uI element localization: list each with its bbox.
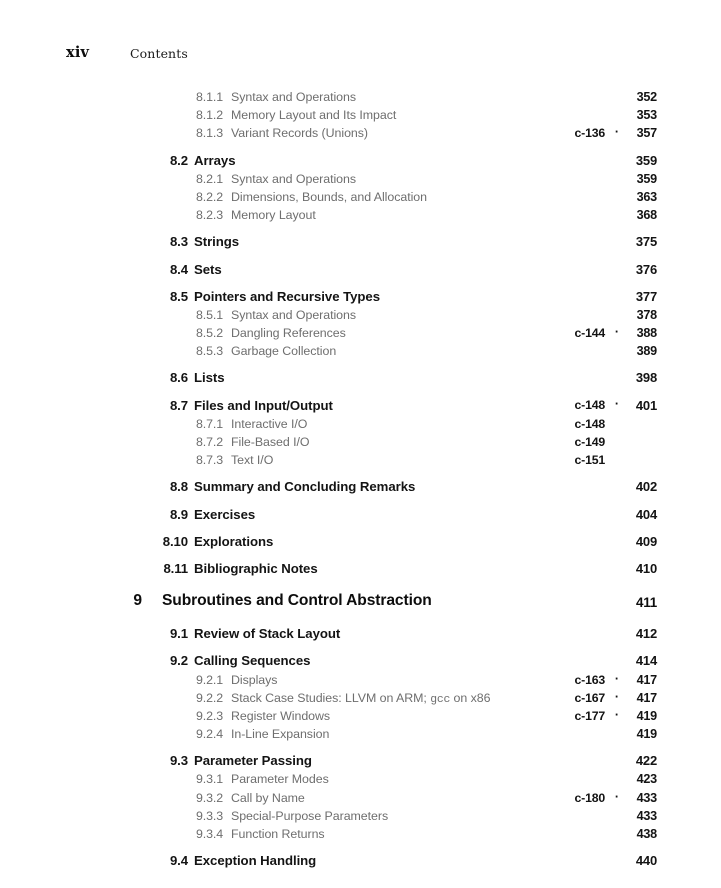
entry-number: 9.3.4 — [195, 827, 223, 841]
entry-title: Review of Stack Layout — [194, 626, 341, 642]
entry-number: 8.2.3 — [195, 208, 223, 223]
entry-title: Syntax and Operations — [231, 307, 356, 322]
entry-page-number[interactable]: 422 — [635, 753, 657, 769]
companion-reference[interactable]: c-151 — [574, 453, 605, 468]
reference-separator-dot: · — [614, 689, 620, 704]
toc-entry-row[interactable] — [0, 433, 721, 451]
toc-entry-row[interactable] — [0, 88, 721, 106]
toc-entry-row[interactable] — [0, 342, 721, 360]
entry-page-number[interactable]: 359 — [635, 152, 657, 168]
companion-reference[interactable]: c-136 — [574, 126, 605, 141]
entry-number: 9 — [133, 592, 142, 610]
toc-entry-row[interactable] — [0, 397, 721, 415]
toc-entry-row[interactable] — [0, 369, 721, 387]
entry-number: 9.2 — [169, 653, 188, 669]
entry-page-number[interactable]: 409 — [635, 533, 657, 549]
reference-separator-dot: · — [614, 671, 620, 686]
toc-entry-row[interactable] — [0, 825, 721, 843]
entry-title: Lists — [194, 370, 225, 386]
companion-reference[interactable]: c-177 — [574, 708, 605, 723]
entry-title: Interactive I/O — [231, 416, 308, 431]
entry-title: Dimensions, Bounds, and Allocation — [231, 189, 427, 204]
reference-separator-dot: · — [614, 325, 620, 340]
entry-number: 8.7 — [169, 397, 188, 413]
toc-entry-row[interactable] — [0, 288, 721, 306]
companion-reference[interactable]: c-180 — [574, 790, 605, 805]
entry-page-number[interactable]: 359 — [636, 171, 657, 186]
title-text: Stack Case Studies: LLVM on ARM; — [231, 690, 431, 705]
entry-title: Syntax and Operations — [231, 90, 356, 104]
toc-entry-row[interactable] — [0, 106, 721, 124]
entry-page-number[interactable]: 411 — [635, 595, 657, 611]
toc-entry-row[interactable] — [0, 478, 721, 496]
entry-number: 8.10 — [162, 533, 188, 549]
entry-title: Parameter Modes — [231, 772, 329, 787]
entry-page-number[interactable]: 376 — [635, 261, 657, 277]
entry-number: 8.7.2 — [195, 435, 223, 449]
entry-page-number[interactable]: 438 — [636, 827, 657, 841]
toc-entry-row[interactable] — [0, 188, 721, 206]
toc-entry-row[interactable] — [0, 324, 721, 342]
entry-number: 9.2.3 — [195, 708, 223, 723]
entry-title: Subroutines and Control Abstraction — [162, 592, 432, 610]
entry-page-number[interactable]: 404 — [635, 506, 657, 522]
companion-reference[interactable]: c-149 — [574, 435, 605, 449]
entry-number: 8.2.1 — [195, 171, 223, 186]
entry-title: Bibliographic Notes — [194, 560, 318, 576]
entry-title: Exercises — [194, 506, 256, 522]
entry-number: 8.1.1 — [195, 90, 223, 104]
entry-number: 8.11 — [163, 560, 188, 576]
toc-entry-row[interactable] — [0, 124, 721, 142]
entry-title: Displays — [231, 672, 278, 687]
entry-number: 8.2.2 — [195, 189, 223, 204]
running-head-title: Contents — [130, 46, 188, 61]
entry-page-number[interactable]: 363 — [636, 189, 657, 204]
toc-entry-row[interactable] — [0, 625, 721, 643]
running-head — [0, 44, 721, 64]
entry-number: 8.5.2 — [195, 326, 223, 341]
toc-chapter-row[interactable] — [0, 592, 721, 616]
toc-entry-row[interactable] — [0, 789, 721, 807]
toc-entry-row[interactable] — [0, 689, 721, 707]
entry-title: Memory Layout and Its Impact — [231, 108, 397, 123]
reference-separator-dot: · — [614, 707, 620, 722]
inline-code: gcc — [430, 693, 451, 706]
entry-number: 9.3.2 — [195, 790, 223, 805]
entry-page-number[interactable]: 410 — [635, 560, 657, 576]
entry-title: Special-Purpose Parameters — [231, 808, 389, 823]
entry-page-number[interactable]: 377 — [635, 288, 657, 304]
entry-title: In-Line Expansion — [231, 727, 330, 742]
entry-title: Register Windows — [231, 708, 331, 723]
entry-page-number[interactable]: 352 — [636, 90, 657, 104]
entry-number: 8.4 — [169, 261, 188, 277]
entry-title: Arrays — [194, 152, 236, 168]
entry-title: Text I/O — [231, 453, 274, 468]
toc-entry-row[interactable] — [0, 415, 721, 433]
entry-page-number[interactable]: 389 — [636, 344, 657, 359]
entry-number: 8.7.3 — [195, 453, 223, 468]
toc-entry-row[interactable] — [0, 506, 721, 524]
entry-title: Garbage Collection — [231, 344, 337, 359]
entry-page-number[interactable]: 419 — [636, 727, 657, 742]
entry-page-number[interactable]: 402 — [635, 479, 657, 495]
entry-number: 8.9 — [169, 506, 188, 522]
entry-number: 8.5.1 — [195, 307, 223, 322]
entry-title: Summary and Concluding Remarks — [194, 479, 416, 495]
companion-reference[interactable]: c-148 — [574, 416, 605, 431]
entry-number: 8.6 — [169, 370, 188, 386]
entry-title: Syntax and Operations — [231, 171, 356, 186]
entry-title: Explorations — [194, 533, 274, 549]
companion-reference[interactable]: c-148 — [574, 397, 605, 412]
toc-entry-row[interactable] — [0, 533, 721, 551]
companion-reference[interactable]: c-163 — [574, 672, 605, 687]
toc-entry-row[interactable] — [0, 852, 721, 870]
toc-entry-row[interactable] — [0, 725, 721, 743]
entry-page-number[interactable]: 357 — [636, 126, 657, 141]
entry-page-number[interactable]: 417 — [636, 672, 657, 687]
entry-number: 9.4 — [169, 853, 188, 869]
entry-title: Files and Input/Output — [194, 397, 333, 413]
entry-number: 8.1.2 — [195, 108, 223, 123]
entry-title: Call by Name — [231, 790, 305, 805]
toc-entry-row[interactable] — [0, 807, 721, 825]
companion-reference[interactable]: c-167 — [574, 690, 605, 705]
toc-entry-row[interactable] — [0, 451, 721, 469]
entry-number: 8.1.3 — [195, 126, 223, 141]
entry-page-number[interactable]: 375 — [635, 234, 657, 250]
entry-number: 8.5.3 — [195, 344, 223, 359]
toc-entry-row[interactable] — [0, 707, 721, 725]
toc-entry-row[interactable] — [0, 671, 721, 689]
entry-title — [231, 691, 490, 706]
companion-reference[interactable]: c-144 — [574, 326, 605, 341]
entry-number: 8.7.1 — [195, 416, 223, 431]
entry-title: Sets — [194, 261, 222, 277]
toc-entry-row[interactable] — [0, 560, 721, 578]
page-folio: xiv — [66, 44, 90, 61]
entry-title: Dangling References — [231, 326, 346, 341]
entry-number: 9.2.2 — [195, 690, 223, 705]
entry-number: 9.3.1 — [195, 772, 223, 787]
entry-number: 8.2 — [169, 152, 188, 168]
entry-title: Exception Handling — [194, 853, 317, 869]
entry-page-number[interactable]: 401 — [635, 397, 657, 413]
entry-number: 8.3 — [169, 234, 188, 250]
entry-page-number[interactable]: 423 — [636, 772, 657, 787]
entry-page-number[interactable]: 398 — [635, 370, 657, 386]
entry-title: Pointers and Recursive Types — [194, 288, 380, 304]
entry-title: Function Returns — [231, 827, 325, 841]
toc-entry-row[interactable] — [0, 233, 721, 251]
toc-entry-row[interactable] — [0, 652, 721, 670]
entry-title: Calling Sequences — [194, 653, 311, 669]
entry-title: File-Based I/O — [231, 435, 310, 449]
toc-entry-row[interactable] — [0, 206, 721, 224]
toc-entry-row[interactable] — [0, 770, 721, 788]
toc-entry-row[interactable] — [0, 306, 721, 324]
toc-entry-row[interactable] — [0, 170, 721, 188]
entry-page-number[interactable]: 440 — [635, 853, 657, 869]
entry-number: 9.2.4 — [195, 727, 223, 742]
entry-title: Strings — [194, 234, 240, 250]
table-of-contents — [0, 88, 721, 870]
entry-page-number[interactable]: 433 — [636, 790, 657, 805]
entry-page-number[interactable]: 378 — [636, 307, 657, 322]
entry-page-number[interactable]: 353 — [636, 108, 657, 123]
entry-title: Parameter Passing — [194, 753, 312, 769]
entry-page-number[interactable]: 388 — [636, 326, 657, 341]
title-text: on x86 — [450, 690, 491, 705]
entry-page-number[interactable]: 412 — [635, 626, 657, 642]
toc-entry-row[interactable] — [0, 152, 721, 170]
toc-entry-row[interactable] — [0, 752, 721, 770]
toc-entry-row[interactable] — [0, 261, 721, 279]
entry-number: 9.3 — [169, 753, 188, 769]
reference-separator-dot: · — [614, 789, 620, 804]
entry-title: Variant Records (Unions) — [231, 126, 368, 141]
entry-title: Memory Layout — [231, 208, 316, 223]
reference-separator-dot: · — [614, 125, 620, 140]
entry-page-number[interactable]: 417 — [636, 690, 657, 705]
entry-number: 8.8 — [169, 479, 188, 495]
entry-page-number[interactable]: 419 — [636, 708, 657, 723]
reference-separator-dot: · — [614, 396, 620, 411]
entry-number: 9.3.3 — [195, 808, 223, 823]
entry-page-number[interactable]: 368 — [636, 208, 657, 223]
entry-number: 8.5 — [169, 288, 188, 304]
entry-number: 9.2.1 — [195, 672, 223, 687]
entry-number: 9.1 — [169, 626, 188, 642]
entry-page-number[interactable]: 414 — [635, 653, 657, 669]
entry-page-number[interactable]: 433 — [636, 808, 657, 823]
